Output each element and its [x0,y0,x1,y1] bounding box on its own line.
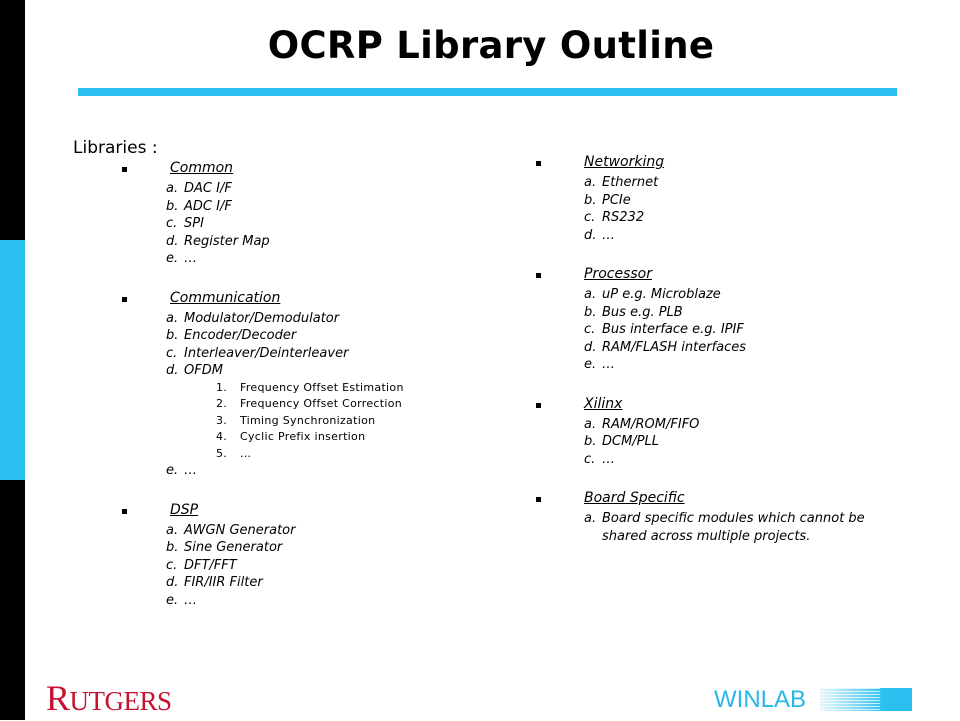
square-bullet-icon [122,297,127,302]
rutgers-logo: RUTGERS [46,678,172,718]
list-item: b. ADC I/F [166,198,232,214]
ofdm-sublist [122,380,522,463]
sub-list-item: 4. Cyclic Prefix insertion [216,430,366,443]
sub-list-item: 1. Frequency Offset Estimation [216,380,404,394]
group-processor [536,266,896,374]
list-item: d. Register Map [166,233,270,249]
list-item: c. Interleaver/Deinterleaver [166,345,349,361]
left-column [122,160,522,623]
sub-list-item: 3. Timing Synchronization [216,413,376,427]
item-list [122,462,522,480]
list-item: e. … [584,357,615,372]
winlab-logo-text: WINLAB [714,686,807,713]
libraries-heading: Libraries : [73,138,158,158]
list-item: b. PCIe [584,192,631,208]
item-list [536,416,896,469]
group-networking [536,154,896,244]
left-edge-accent [0,240,25,480]
group-xilinx [536,396,896,469]
list-item: b. Sine Generator [166,540,283,555]
group-header [122,290,522,310]
group-title: Communication [170,289,281,306]
list-item: a. DAC I/F [166,181,232,196]
group-title: Xilinx [584,395,623,412]
square-bullet-icon [536,497,541,502]
slide-title: OCRP Library Outline [267,24,715,67]
list-item: c. Bus interface e.g. IPIF [584,322,744,337]
sub-list-item: 2. Frequency Offset Correction [216,397,403,410]
list-item: d. RAM/FLASH interfaces [584,339,747,355]
group-title: Board Specific [584,490,685,506]
sub-list-item: 5. … [216,446,252,460]
group-communication [122,290,522,480]
group-header [122,160,522,180]
list-item: a. RAM/ROM/FIFO [584,416,700,432]
group-header [536,266,896,286]
list-item: c. … [584,451,615,467]
list-item: d. … [584,227,615,243]
group-header [536,396,896,416]
group-board-specific [536,490,896,545]
square-bullet-icon [122,509,127,514]
winlab-logo-lines [820,688,880,711]
list-item: a. Board specific modules which cannot be shared across multiple projects. [584,511,865,544]
list-item: a. Ethernet [584,175,659,190]
list-item: e. … [166,251,197,266]
list-item: a. uP e.g. Microblaze [584,287,721,302]
group-title: Common [170,160,234,176]
list-item: b. DCM/PLL [584,434,660,449]
list-item: b. Bus e.g. PLB [584,304,683,320]
square-bullet-icon [536,273,541,278]
group-title: Processor [584,266,652,282]
list-item: e. … [166,463,197,478]
square-bullet-icon [122,167,127,172]
item-list [122,180,522,268]
list-item: c. SPI [166,216,204,231]
group-header [122,502,522,522]
list-item: a. Modulator/Demodulator [166,310,340,326]
list-item: b. Encoder/Decoder [166,328,297,343]
square-bullet-icon [536,161,541,166]
group-header [536,154,896,174]
item-list [536,286,896,374]
list-item: d. FIR/IIR Filter [166,575,263,590]
list-item: c. RS232 [584,210,645,225]
list-item: c. DFT/FFT [166,557,237,573]
group-common [122,160,522,268]
list-item: a. AWGN Generator [166,522,296,538]
square-bullet-icon [536,403,541,408]
group-dsp [122,502,522,610]
item-list [536,174,896,244]
item-list [536,510,896,545]
group-title: DSP [170,501,199,518]
item-list [122,310,522,380]
right-column [536,154,896,559]
list-item: d. OFDM [166,363,223,378]
item-list [122,522,522,610]
group-title: Networking [584,154,665,170]
group-header [536,490,896,510]
list-item: e. … [166,592,197,608]
title-divider [78,88,897,96]
